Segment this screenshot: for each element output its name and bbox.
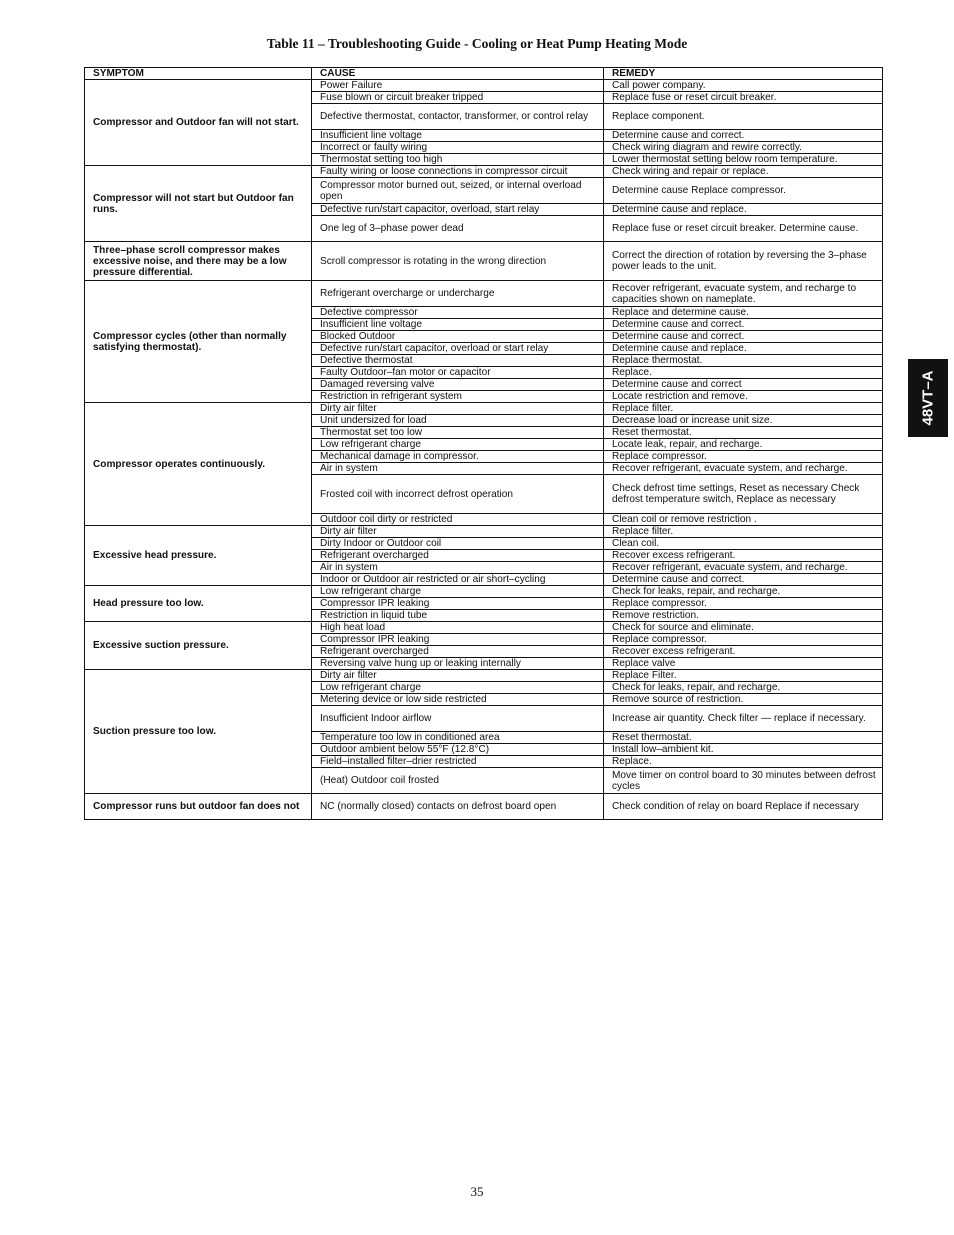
remedy-cell: Recover refrigerant, evacuate system, and recharge to capacities shown on nameplate. [604, 281, 883, 307]
cause-cell: One leg of 3–phase power dead [312, 216, 604, 242]
cause-cell: Frosted coil with incorrect defrost operation [312, 475, 604, 514]
symptom-cell: Compressor runs but outdoor fan does not [85, 794, 312, 820]
cause-cell: Temperature too low in conditioned area [312, 732, 604, 744]
remedy-cell: Remove restriction. [604, 610, 883, 622]
remedy-cell: Replace valve [604, 658, 883, 670]
remedy-cell: Determine cause and replace. [604, 204, 883, 216]
cause-cell: Defective run/start capacitor, overload, start relay [312, 204, 604, 216]
cause-cell: Defective thermostat [312, 355, 604, 367]
remedy-cell: Increase air quantity. Check filter — replace if necessary. [604, 706, 883, 732]
cause-cell: Insufficient line voltage [312, 319, 604, 331]
remedy-cell: Determine cause and correct. [604, 130, 883, 142]
remedy-cell: Recover refrigerant, evacuate system, and recharge. [604, 463, 883, 475]
remedy-cell: Recover excess refrigerant. [604, 646, 883, 658]
cause-cell: Compressor IPR leaking [312, 634, 604, 646]
cause-cell: Dirty air filter [312, 526, 604, 538]
cause-cell: Fuse blown or circuit breaker tripped [312, 92, 604, 104]
remedy-cell: Determine cause and correct [604, 379, 883, 391]
cause-cell: Thermostat set too low [312, 427, 604, 439]
cause-cell: Compressor IPR leaking [312, 598, 604, 610]
cause-cell: NC (normally closed) contacts on defrost board open [312, 794, 604, 820]
header-row [85, 68, 883, 80]
remedy-cell: Move timer on control board to 30 minutes between defrost cycles [604, 768, 883, 794]
remedy-cell: Locate restriction and remove. [604, 391, 883, 403]
symptom-cell: Head pressure too low. [85, 586, 312, 622]
troubleshooting-table [84, 67, 883, 820]
remedy-cell: Check for leaks, repair, and recharge. [604, 682, 883, 694]
remedy-cell: Replace filter. [604, 403, 883, 415]
header-remedy: REMEDY [604, 68, 883, 80]
cause-cell: Blocked Outdoor [312, 331, 604, 343]
remedy-cell: Replace component. [604, 104, 883, 130]
cause-cell: Field–installed filter–drier restricted [312, 756, 604, 768]
table-row [85, 281, 883, 307]
cause-cell: Air in system [312, 463, 604, 475]
table-row [85, 622, 883, 634]
cause-cell: Defective compressor [312, 307, 604, 319]
remedy-cell: Decrease load or increase unit size. [604, 415, 883, 427]
remedy-cell: Determine cause and replace. [604, 343, 883, 355]
section-tab [908, 359, 948, 437]
remedy-cell: Replace compressor. [604, 634, 883, 646]
cause-cell: Mechanical damage in compressor. [312, 451, 604, 463]
remedy-cell: Determine cause and correct. [604, 319, 883, 331]
cause-cell: Refrigerant overcharge or undercharge [312, 281, 604, 307]
cause-cell: Restriction in refrigerant system [312, 391, 604, 403]
cause-cell: Thermostat setting too high [312, 154, 604, 166]
remedy-cell: Check condition of relay on board Replace if necessary [604, 794, 883, 820]
remedy-cell: Replace fuse or reset circuit breaker. Determine cause. [604, 216, 883, 242]
remedy-cell: Replace fuse or reset circuit breaker. [604, 92, 883, 104]
page-number: 35 [470, 1184, 484, 1199]
remedy-cell: Replace. [604, 367, 883, 379]
remedy-cell: Reset thermostat. [604, 427, 883, 439]
cause-cell: Defective thermostat, contactor, transformer, or control relay [312, 104, 604, 130]
remedy-cell: Clean coil. [604, 538, 883, 550]
remedy-cell: Check wiring and repair or replace. [604, 166, 883, 178]
remedy-cell: Remove source of restriction. [604, 694, 883, 706]
remedy-cell: Recover excess refrigerant. [604, 550, 883, 562]
remedy-cell: Check wiring diagram and rewire correctly. [604, 142, 883, 154]
cause-cell: Dirty Indoor or Outdoor coil [312, 538, 604, 550]
cause-cell: Reversing valve hung up or leaking internally [312, 658, 604, 670]
cause-cell: High heat load [312, 622, 604, 634]
remedy-cell: Check for leaks, repair, and recharge. [604, 586, 883, 598]
table-row [85, 586, 883, 598]
remedy-cell: Correct the direction of rotation by reversing the 3–phase power leads to the unit. [604, 242, 883, 281]
cause-cell: Faulty Outdoor–fan motor or capacitor [312, 367, 604, 379]
table-row [85, 403, 883, 415]
cause-cell: Scroll compressor is rotating in the wrong direction [312, 242, 604, 281]
table-row [85, 80, 883, 92]
symptom-cell: Compressor will not start but Outdoor fan runs. [85, 166, 312, 242]
remedy-cell: Reset thermostat. [604, 732, 883, 744]
symptom-cell: Compressor cycles (other than normally satisfying thermostat). [85, 281, 312, 403]
remedy-cell: Replace and determine cause. [604, 307, 883, 319]
remedy-cell: Replace thermostat. [604, 355, 883, 367]
cause-cell: Dirty air filter [312, 403, 604, 415]
table-row [85, 794, 883, 820]
remedy-cell: Replace filter. [604, 526, 883, 538]
table-row [85, 166, 883, 178]
cause-cell: Outdoor coil dirty or restricted [312, 514, 604, 526]
remedy-cell: Check defrost time settings, Reset as necessary Check defrost temperature switch, Replace as necessary [604, 475, 883, 514]
symptom-cell: Excessive suction pressure. [85, 622, 312, 670]
table-body [85, 80, 883, 820]
cause-cell: Dirty air filter [312, 670, 604, 682]
cause-cell: Low refrigerant charge [312, 682, 604, 694]
symptom-cell: Compressor and Outdoor fan will not start. [85, 80, 312, 166]
cause-cell: Low refrigerant charge [312, 586, 604, 598]
cause-cell: Air in system [312, 562, 604, 574]
remedy-cell: Replace compressor. [604, 451, 883, 463]
remedy-cell: Replace compressor. [604, 598, 883, 610]
table-row [85, 526, 883, 538]
cause-cell: Insufficient Indoor airflow [312, 706, 604, 732]
cause-cell: Restriction in liquid tube [312, 610, 604, 622]
remedy-cell: Determine cause and correct. [604, 574, 883, 586]
table-row [85, 242, 883, 281]
remedy-cell: Install low–ambient kit. [604, 744, 883, 756]
cause-cell: Metering device or low side restricted [312, 694, 604, 706]
remedy-cell: Clean coil or remove restriction . [604, 514, 883, 526]
cause-cell: Damaged reversing valve [312, 379, 604, 391]
cause-cell: Unit undersized for load [312, 415, 604, 427]
symptom-cell: Compressor operates continuously. [85, 403, 312, 526]
cause-cell: (Heat) Outdoor coil frosted [312, 768, 604, 794]
header-cause: CAUSE [312, 68, 604, 80]
cause-cell: Power Failure [312, 80, 604, 92]
table-row [85, 670, 883, 682]
remedy-cell: Lower thermostat setting below room temperature. [604, 154, 883, 166]
cause-cell: Faulty wiring or loose connections in compressor circuit [312, 166, 604, 178]
remedy-cell: Locate leak, repair, and recharge. [604, 439, 883, 451]
cause-cell: Compressor motor burned out, seized, or internal overload open [312, 178, 604, 204]
cause-cell: Low refrigerant charge [312, 439, 604, 451]
cause-cell: Refrigerant overcharged [312, 646, 604, 658]
cause-cell: Outdoor ambient below 55°F (12.8°C) [312, 744, 604, 756]
remedy-cell: Determine cause and correct. [604, 331, 883, 343]
header-symptom: SYMPTOM [85, 68, 312, 80]
cause-cell: Refrigerant overcharged [312, 550, 604, 562]
cause-cell: Incorrect or faulty wiring [312, 142, 604, 154]
cause-cell: Defective run/start capacitor, overload or start relay [312, 343, 604, 355]
remedy-cell: Replace Filter. [604, 670, 883, 682]
section-tab-label: 48VT–A [919, 370, 937, 426]
symptom-cell: Suction pressure too low. [85, 670, 312, 794]
cause-cell: Insufficient line voltage [312, 130, 604, 142]
remedy-cell: Replace. [604, 756, 883, 768]
cause-cell: Indoor or Outdoor air restricted or air short–cycling [312, 574, 604, 586]
remedy-cell: Recover refrigerant, evacuate system, and recharge. [604, 562, 883, 574]
symptom-cell: Three–phase scroll compressor makes excessive noise, and there may be a low pressure differential. [85, 242, 312, 281]
remedy-cell: Call power company. [604, 80, 883, 92]
remedy-cell: Determine cause Replace compressor. [604, 178, 883, 204]
table-title: Table 11 – Troubleshooting Guide - Cooling or Heat Pump Heating Mode [266, 36, 688, 51]
remedy-cell: Check for source and eliminate. [604, 622, 883, 634]
symptom-cell: Excessive head pressure. [85, 526, 312, 586]
